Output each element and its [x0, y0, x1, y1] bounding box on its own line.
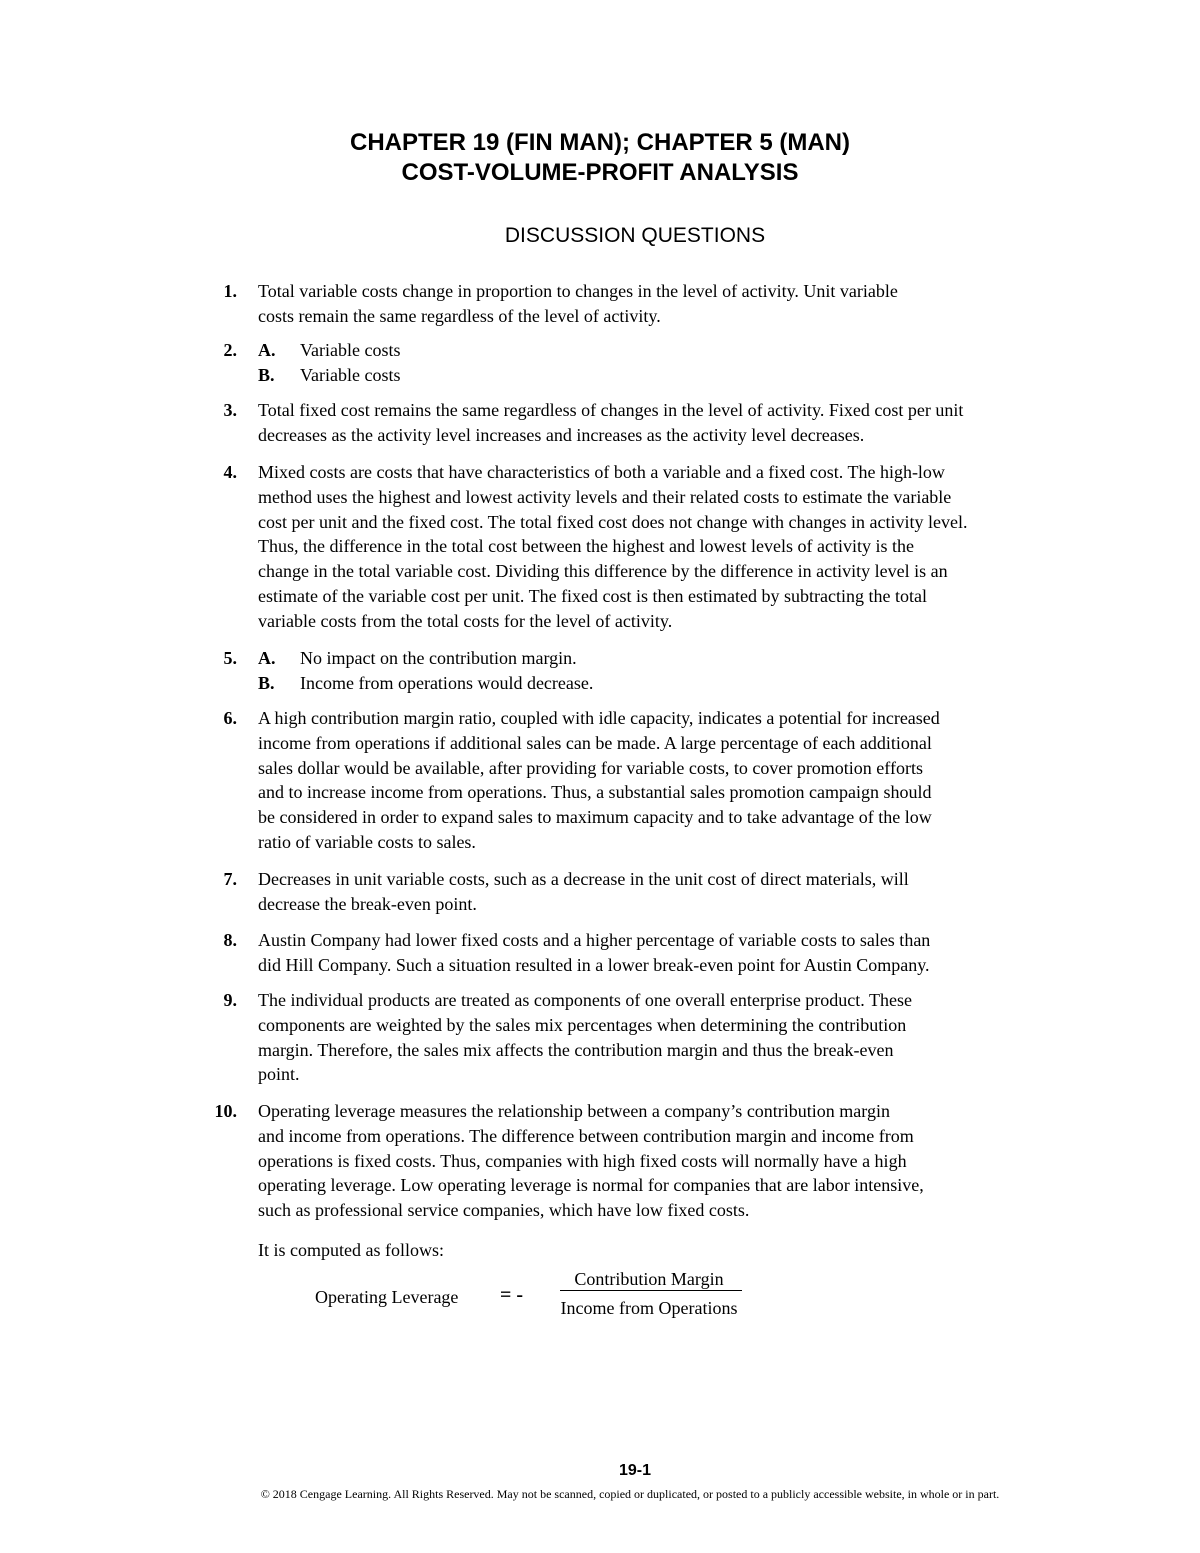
chapter-subtitle: COST-VOLUME-PROFIT ANALYSIS [401, 159, 799, 186]
text-line: income from operations if additional sales can be made. A large percentage of each additional [258, 732, 932, 753]
text-line: ratio of variable costs to sales. [258, 831, 476, 852]
question-number: 1. [223, 281, 237, 301]
text-line: estimate of the variable cost per unit. The fixed cost is then estimated by subtracting the total [258, 585, 927, 606]
sub-letter: A. [258, 648, 276, 668]
question-number: 6. [223, 708, 237, 728]
text-line: Thus, the difference in the total cost between the highest and lowest levels of activity is the [258, 536, 914, 557]
sub-answer-a [258, 338, 1098, 363]
text-line: decrease the break-even point. [258, 893, 477, 914]
question-text [258, 928, 1098, 978]
text-line: Total variable costs change in proportion to changes in the level of activity. Unit variable [258, 281, 898, 301]
question-text [258, 279, 1098, 329]
question-text [258, 988, 1098, 1087]
text-line: operating leverage. Low operating leverage is normal for companies that are labor intensive, [258, 1175, 924, 1196]
formula-label: Operating Leverage [315, 1287, 459, 1307]
text-line: Operating leverage measures the relationship between a company’s contribution margin [258, 1101, 890, 1121]
question-number: 10. [214, 1101, 237, 1121]
sub-answer-a [258, 646, 1098, 671]
text-line: variable costs from the total costs for the level of activity. [258, 610, 673, 631]
question-text [258, 867, 1098, 917]
text-line: did Hill Company. Such a situation resulted in a lower break-even point for Austin Company. [258, 954, 930, 975]
page-number: 19-1 [618, 1462, 652, 1479]
question-number: 8. [223, 930, 237, 950]
text-line: be considered in order to expand sales to maximum capacity and to take advantage of the low [258, 807, 932, 828]
question-text [258, 706, 1098, 855]
question-text [258, 1099, 1098, 1223]
sub-letter: B. [258, 365, 275, 385]
sub-text: No impact on the contribution margin. [300, 648, 577, 668]
fraction-bar [560, 1290, 742, 1291]
text-line: Decreases in unit variable costs, such as a decrease in the unit cost of direct materials, will [258, 869, 909, 889]
text-line: and income from operations. The difference between contribution margin and income from [258, 1125, 914, 1146]
text-line: A high contribution margin ratio, coupled with idle capacity, indicates a potential for increased [258, 708, 940, 728]
question-number: 3. [223, 400, 237, 420]
sub-answer-b [258, 671, 1098, 696]
text-line: costs remain the same regardless of the level of activity. [258, 305, 661, 326]
text-line: Mixed costs are costs that have characteristics of both a variable and a fixed cost. The high-low [258, 462, 945, 482]
sub-text: Variable costs [300, 365, 401, 385]
question-number: 5. [223, 648, 237, 668]
text-line: point. [258, 1064, 300, 1085]
sub-letter: B. [258, 673, 275, 693]
chapter-title: CHAPTER 19 (FIN MAN); CHAPTER 5 (MAN) [350, 129, 850, 156]
text-line: Total fixed cost remains the same regardless of changes in the level of activity. Fixed cost per unit [258, 400, 964, 420]
question-text [258, 460, 1098, 634]
formula-denominator: Income from Operations [560, 1298, 738, 1318]
sub-answer-b [258, 363, 1098, 388]
section-heading: DISCUSSION QUESTIONS [504, 224, 766, 247]
question-number: 2. [223, 340, 237, 360]
formula-equals: = - [500, 1284, 524, 1306]
text-line: such as professional service companies, which have low fixed costs. [258, 1200, 750, 1221]
formula-intro: It is computed as follows: [258, 1240, 444, 1260]
text-line: components are weighted by the sales mix percentages when determining the contribution [258, 1014, 907, 1035]
text-line: decreases as the activity level increases and increases as the activity level decreases. [258, 424, 865, 445]
sub-letter: A. [258, 340, 276, 360]
question-text [258, 398, 1098, 448]
question-number: 7. [223, 869, 237, 889]
sub-text: Variable costs [300, 340, 401, 360]
sub-text: Income from operations would decrease. [300, 673, 594, 693]
copyright-notice: © 2018 Cengage Learning. All Rights Reserved. May not be scanned, copied or duplicated, or posted to a publicly accessible website, in whole or in part. [260, 1487, 1000, 1501]
text-line: margin. Therefore, the sales mix affects the contribution margin and thus the break-even [258, 1039, 894, 1060]
text-line: The individual products are treated as components of one overall enterprise product. These [258, 990, 912, 1010]
text-line: cost per unit and the fixed cost. The total fixed cost does not change with changes in activity level. [258, 511, 968, 532]
question-number: 9. [223, 990, 237, 1010]
question-number: 4. [223, 462, 237, 482]
text-line: sales dollar would be available, after providing for variable costs, to cover promotion efforts [258, 757, 923, 778]
text-line: change in the total variable cost. Dividing this difference by the difference in activity level is an [258, 561, 948, 582]
text-line: operations is fixed costs. Thus, companies with high fixed costs will normally have a high [258, 1150, 907, 1171]
text-line: Austin Company had lower fixed costs and a higher percentage of variable costs to sales than [258, 930, 931, 950]
formula-numerator: Contribution Margin [574, 1269, 724, 1289]
text-line: method uses the highest and lowest activity levels and their related costs to estimate the variable [258, 486, 952, 507]
text-line: and to increase income from operations. Thus, a substantial sales promotion campaign should [258, 782, 932, 803]
